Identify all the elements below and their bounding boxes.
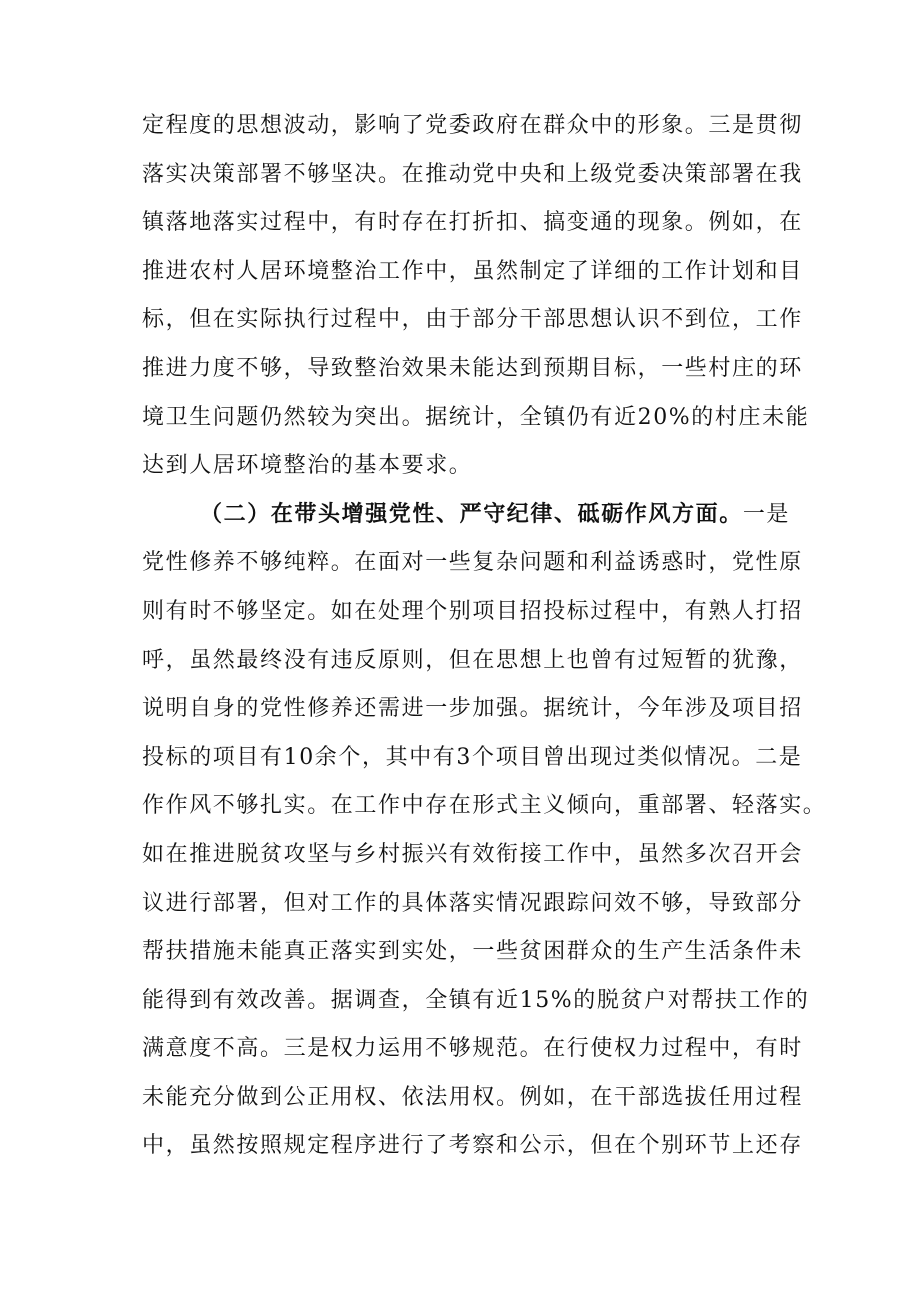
text-line: 能得到有效改善。据调查，全镇有近15%的脱贫户对帮扶工作的 — [142, 987, 810, 1013]
paragraph-2 — [142, 491, 827, 1171]
document-body — [142, 102, 827, 1171]
text-line: 党性修养不够纯粹。在面对一些复杂问题和利益诱惑时，党性原 — [142, 550, 803, 576]
text-line: 标，但在实际执行过程中，由于部分干部思想认识不到位，工作 — [142, 307, 803, 333]
text-line: 达到人居环境整治的基本要求。 — [142, 453, 473, 479]
paragraph-1 — [142, 102, 810, 491]
text-line: 则有时不够坚定。如在处理个别项目招投标过程中，有熟人打招 — [142, 598, 803, 624]
text-line: 未能充分做到公正用权、依法用权。例如，在干部选拔任用过程 — [142, 1084, 803, 1110]
text-line: 推进力度不够，导致整治效果未能达到预期目标，一些村庄的环 — [142, 355, 803, 381]
text-line: 境卫生问题仍然较为突出。据统计，全镇仍有近20%的村庄未能 — [142, 404, 810, 430]
text-line: 投标的项目有10余个，其中有3个项目曾出现过类似情况。二是 — [142, 744, 803, 770]
text-line: 镇落地落实过程中，有时存在打折扣、搞变通的现象。例如，在 — [142, 210, 803, 236]
text-line: 定程度的思想波动，影响了党委政府在群众中的形象。三是贯彻 — [142, 113, 803, 138]
text-span: 一是 — [742, 501, 791, 527]
text-line: 如在推进脱贫攻坚与乡村振兴有效衔接工作中，虽然多次召开会 — [142, 841, 803, 867]
text-line: 议进行部署，但对工作的具体落实情况跟踪问效不够，导致部分 — [142, 890, 803, 916]
text-line: 呼，虽然最终没有违反原则，但在思想上也曾有过短暂的犹豫， — [142, 647, 803, 673]
text-line: 落实决策部署不够坚决。在推动党中央和上级党委决策部署在我 — [142, 161, 803, 187]
text-line: 说明自身的党性修养还需进一步加强。据统计，今年涉及项目招 — [142, 696, 803, 722]
text-line: 满意度不高。三是权力运用不够规范。在行使权力过程中，有时 — [142, 1036, 803, 1062]
text-line: 推进农村人居环境整治工作中，虽然制定了详细的工作计划和目 — [142, 258, 803, 284]
text-line: 中，虽然按照规定程序进行了考察和公示，但在个别环节上还存 — [142, 1133, 803, 1159]
text-line: 作作风不够扎实。在工作中存在形式主义倾向，重部署、轻落实。 — [142, 793, 827, 819]
section-heading: （二）在带头增强党性、严守纪律、砥砺作风方面。 — [200, 501, 743, 527]
text-line: 帮扶措施未能真正落实到实处，一些贫困群众的生产生活条件未 — [142, 939, 803, 965]
section-heading-line — [142, 491, 791, 540]
